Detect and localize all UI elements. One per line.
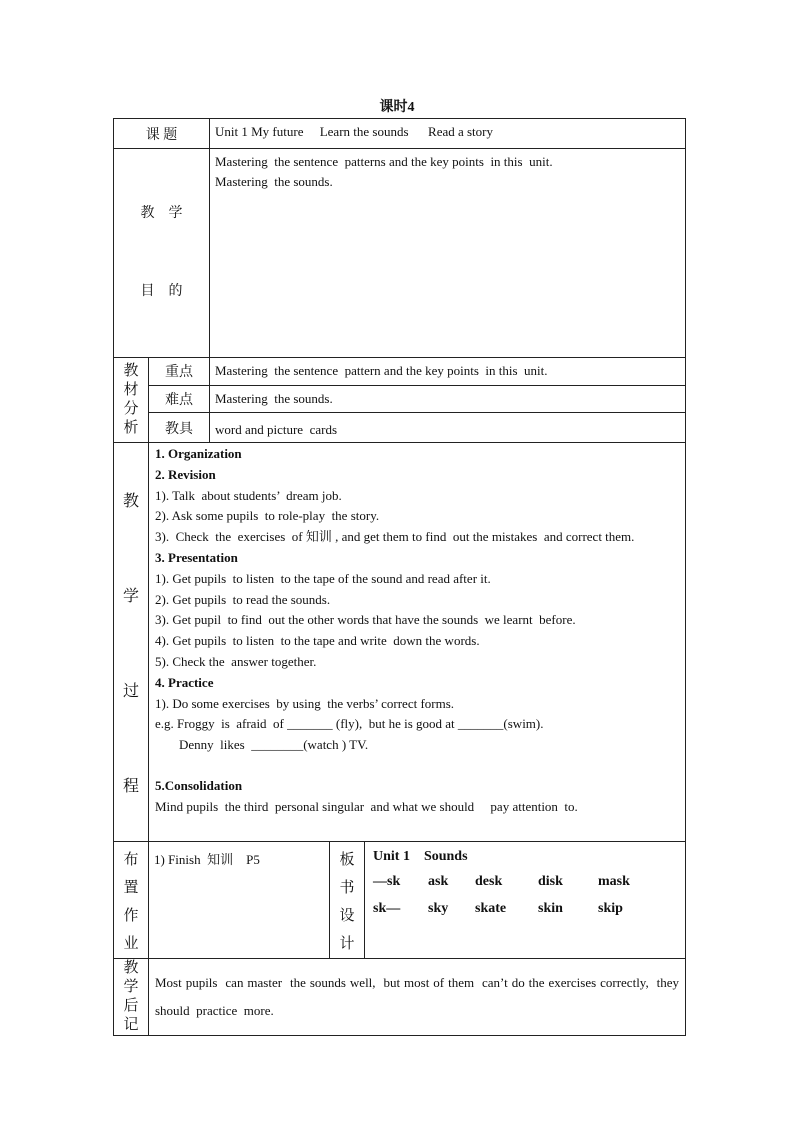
analysis-row-key-points bbox=[114, 358, 686, 386]
consolidation-heading: 5.Consolidation bbox=[155, 777, 243, 793]
analysis-row-difficulties bbox=[114, 385, 686, 413]
presentation-item: 5). Check the answer together. bbox=[155, 653, 317, 669]
reflection-label-char: 学 bbox=[123, 979, 139, 995]
board-word: skin bbox=[538, 901, 563, 916]
key-points-label: 重点 bbox=[149, 358, 210, 386]
board-label-char: 计 bbox=[339, 935, 355, 952]
homework-label-char: 置 bbox=[123, 879, 139, 896]
presentation-item: 1). Get pupils to listen to the tape of the sound and read after it. bbox=[155, 570, 491, 586]
teaching-aids-label: 教具 bbox=[149, 413, 210, 443]
analysis-label-char: 教 bbox=[123, 363, 139, 379]
topic-label: 课 题 bbox=[114, 119, 210, 149]
board-word: sk— bbox=[373, 901, 401, 916]
difficulties-value: Mastering the sounds. bbox=[210, 385, 686, 413]
board-label-char: 板 bbox=[339, 851, 355, 868]
practice-example: Denny likes ________(watch ) TV. bbox=[179, 737, 369, 753]
board-word: skip bbox=[598, 901, 623, 916]
board-heading: Unit 1 Sounds bbox=[373, 849, 468, 864]
analysis-label-char: 分 bbox=[123, 401, 139, 417]
process-label-char: 教 bbox=[122, 493, 139, 510]
analysis-label-char: 材 bbox=[123, 382, 139, 398]
reflection-label-char: 记 bbox=[123, 1017, 139, 1033]
objectives-row bbox=[114, 149, 686, 358]
process-label-char: 程 bbox=[122, 778, 139, 795]
organization-heading: 1. Organization bbox=[155, 446, 242, 461]
reflection-label-char: 后 bbox=[123, 998, 139, 1014]
board-word: —sk bbox=[373, 874, 401, 889]
homework-label bbox=[114, 842, 149, 959]
homework-value: 1) Finish 知训 P5 bbox=[149, 842, 330, 959]
board-row bbox=[373, 895, 677, 922]
board-word: desk bbox=[475, 874, 503, 889]
objective-line: Mastering the sounds. bbox=[215, 174, 333, 189]
process-label-char: 过 bbox=[122, 683, 139, 700]
reflection-label-char: 教 bbox=[123, 960, 139, 976]
homework-label-char: 布 bbox=[123, 851, 139, 868]
homework-row bbox=[114, 842, 686, 959]
topic-row bbox=[114, 119, 686, 149]
board-word: disk bbox=[538, 874, 563, 889]
homework-label-char: 业 bbox=[123, 935, 139, 952]
board-label bbox=[330, 842, 365, 959]
objectives-label bbox=[114, 149, 210, 358]
lesson-plan-table bbox=[113, 118, 686, 1036]
board-word: sky bbox=[428, 901, 449, 916]
presentation-item: 3). Get pupil to find out the other words that have the sounds we learnt before. bbox=[155, 612, 576, 628]
spacer bbox=[155, 756, 679, 776]
practice-item: e.g. Froggy is afraid of _______ (fly), but he is good at _______(swim). bbox=[155, 716, 544, 732]
practice-item: 1). Do some exercises by using the verbs’ correct forms. bbox=[155, 695, 455, 711]
board-word: skate bbox=[475, 901, 507, 916]
objectives-label-line1: 教 学 bbox=[140, 206, 183, 221]
process-label bbox=[114, 443, 149, 842]
presentation-item: 4). Get pupils to listen to the tape and write down the words. bbox=[155, 633, 480, 649]
presentation-item: 2). Get pupils to read the sounds. bbox=[155, 591, 331, 607]
process-row bbox=[114, 443, 686, 842]
presentation-heading: 3. Presentation bbox=[155, 549, 238, 565]
topic-value: Unit 1 My future Learn the sounds Read a story bbox=[210, 119, 686, 149]
reflection-label bbox=[114, 959, 149, 1036]
board-word: mask bbox=[598, 874, 630, 889]
process-label-char: 学 bbox=[122, 588, 139, 605]
objectives-text bbox=[210, 149, 686, 358]
revision-heading: 2. Revision bbox=[155, 466, 216, 482]
reflection-row bbox=[114, 959, 686, 1036]
page-title: 课时4 bbox=[379, 100, 415, 115]
practice-heading: 4. Practice bbox=[155, 674, 214, 690]
analysis-label-char: 析 bbox=[123, 420, 139, 436]
homework-label-char: 作 bbox=[123, 907, 139, 924]
board-label-char: 设 bbox=[339, 907, 355, 924]
consolidation-text: Mind pupils the third personal singular and what we should pay attention to. bbox=[155, 798, 578, 814]
process-content bbox=[149, 443, 686, 842]
objectives-label-line2: 目 的 bbox=[140, 284, 183, 299]
objective-line: Mastering the sentence patterns and the key points in this unit. bbox=[215, 154, 553, 169]
teaching-aids-value: word and picture cards bbox=[210, 413, 686, 443]
board-label-char: 书 bbox=[339, 879, 355, 896]
board-design bbox=[365, 842, 686, 959]
difficulties-label: 难点 bbox=[149, 385, 210, 413]
analysis-label bbox=[114, 358, 149, 443]
revision-item: 3). Check the exercises of 知训 , and get them to find out the mistakes and correct them. bbox=[155, 529, 635, 545]
reflection-text: Most pupils can master the sounds well, but most of them can’t do the exercises correctly, they should practice more. bbox=[149, 959, 686, 1036]
revision-item: 2). Ask some pupils to role-play the story. bbox=[155, 508, 380, 524]
board-row bbox=[373, 868, 677, 895]
analysis-row-aids bbox=[114, 413, 686, 443]
board-word: ask bbox=[428, 874, 449, 889]
revision-item: 1). Talk about students’ dream job. bbox=[155, 487, 342, 503]
key-points-value: Mastering the sentence pattern and the key points in this unit. bbox=[210, 358, 686, 386]
